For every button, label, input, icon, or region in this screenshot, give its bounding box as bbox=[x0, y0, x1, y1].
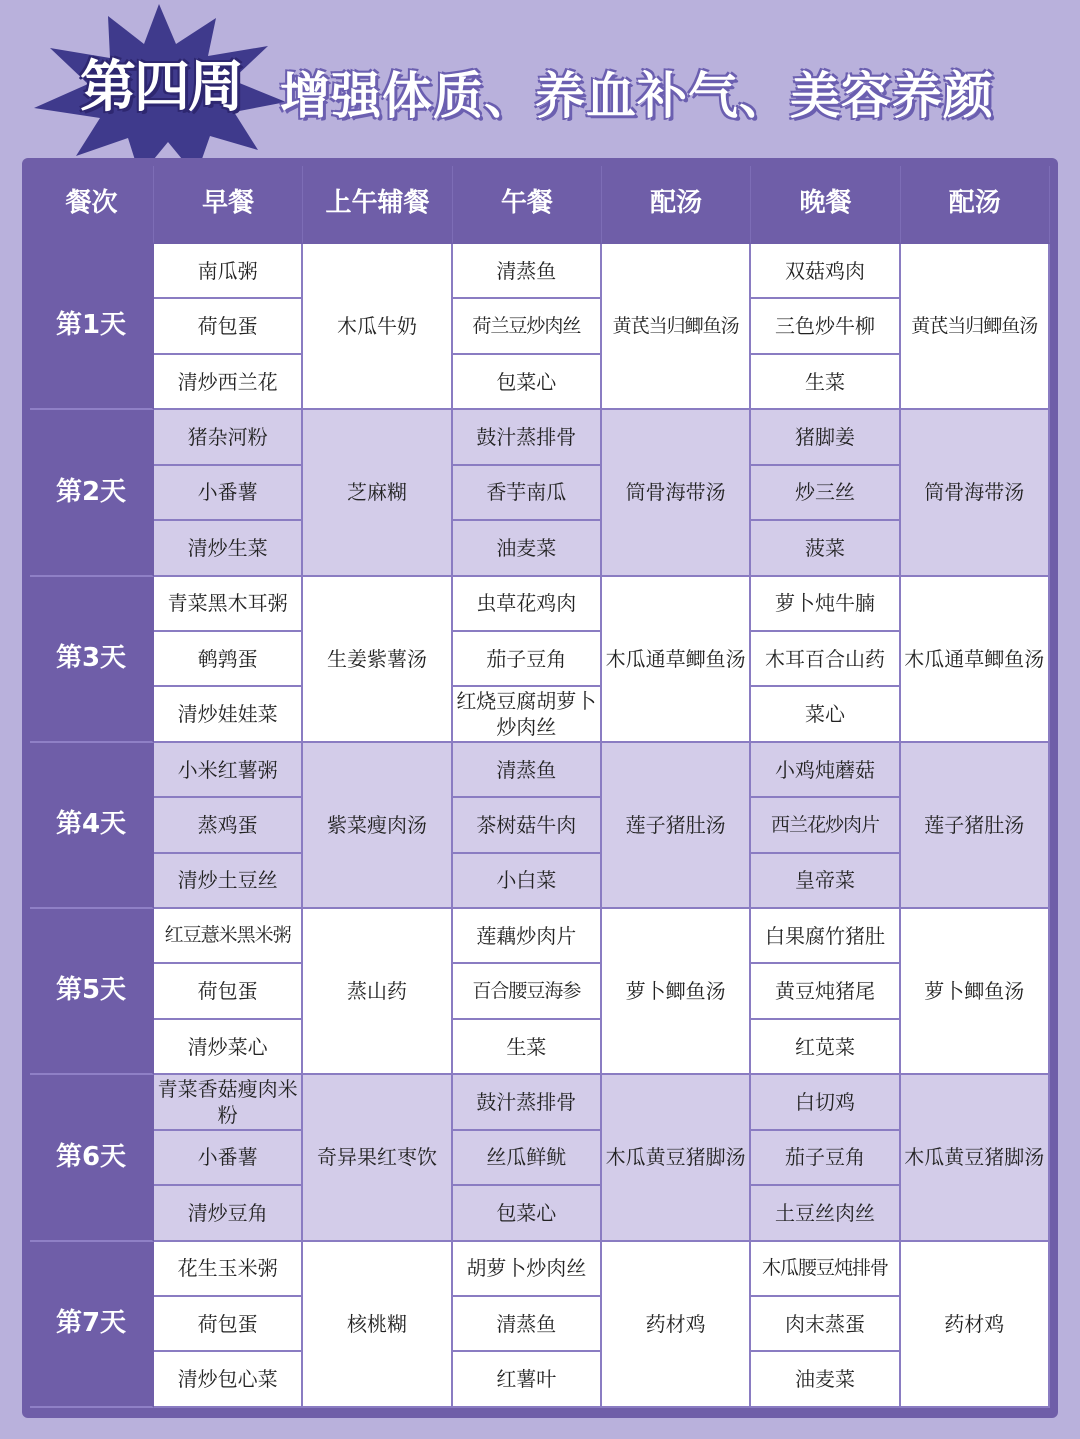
breakfast-item: 花生玉米粥 bbox=[154, 1242, 303, 1297]
lunch-item: 清蒸鱼 bbox=[453, 1297, 602, 1352]
breakfast-item: 红豆薏米黑米粥 bbox=[154, 909, 303, 964]
lunch-item: 香芋南瓜 bbox=[453, 466, 602, 521]
breakfast-item: 清炒西兰花 bbox=[154, 355, 303, 410]
lunch-item: 胡萝卜炒肉丝 bbox=[453, 1242, 602, 1297]
meal-plan-table bbox=[30, 166, 1050, 1410]
dinner-item: 双菇鸡肉 bbox=[751, 244, 900, 299]
breakfast-item: 小番薯 bbox=[154, 1131, 303, 1186]
day-label: 第5天 bbox=[30, 909, 154, 1075]
morning-snack-item: 木瓜牛奶 bbox=[303, 244, 452, 410]
dinner-item: 白果腐竹猪肚 bbox=[751, 909, 900, 964]
breakfast-item: 清炒土豆丝 bbox=[154, 854, 303, 909]
lunch-item: 虫草花鸡肉 bbox=[453, 577, 602, 632]
breakfast-item: 鹌鹑蛋 bbox=[154, 632, 303, 687]
dinner-item: 油麦菜 bbox=[751, 1352, 900, 1407]
day-label: 第6天 bbox=[30, 1075, 154, 1241]
header-breakfast: 早餐 bbox=[154, 166, 303, 244]
lunch-item: 清蒸鱼 bbox=[453, 743, 602, 798]
dinner-soup-item: 木瓜通草鲫鱼汤 bbox=[901, 577, 1050, 743]
breakfast-item: 南瓜粥 bbox=[154, 244, 303, 299]
lunch-item: 茶树菇牛肉 bbox=[453, 798, 602, 853]
dinner-item: 西兰花炒肉片 bbox=[751, 798, 900, 853]
breakfast-item: 小米红薯粥 bbox=[154, 743, 303, 798]
morning-snack-item: 蒸山药 bbox=[303, 909, 452, 1075]
morning-snack-item: 核桃糊 bbox=[303, 1242, 452, 1408]
dinner-soup-item: 莲子猪肚汤 bbox=[901, 743, 1050, 909]
lunch-soup-item: 木瓜通草鲫鱼汤 bbox=[602, 577, 751, 743]
lunch-item: 清蒸鱼 bbox=[453, 244, 602, 299]
dinner-item: 萝卜炖牛腩 bbox=[751, 577, 900, 632]
header-dinner: 晚餐 bbox=[751, 166, 900, 244]
breakfast-item: 清炒生菜 bbox=[154, 521, 303, 576]
header-lunch: 午餐 bbox=[453, 166, 602, 244]
lunch-item: 包菜心 bbox=[453, 355, 602, 410]
dinner-item: 木瓜腰豆炖排骨 bbox=[751, 1242, 900, 1297]
page-title: 增强体质、养血补气、美容养颜 bbox=[280, 67, 994, 125]
day-label: 第4天 bbox=[30, 743, 154, 909]
lunch-item: 生菜 bbox=[453, 1020, 602, 1075]
dinner-item: 茄子豆角 bbox=[751, 1131, 900, 1186]
lunch-soup-item: 萝卜鲫鱼汤 bbox=[602, 909, 751, 1075]
morning-snack-item: 生姜紫薯汤 bbox=[303, 577, 452, 743]
header-morning-snack: 上午辅餐 bbox=[303, 166, 452, 244]
dinner-soup-item: 木瓜黄豆猪脚汤 bbox=[901, 1075, 1050, 1241]
dinner-item: 小鸡炖蘑菇 bbox=[751, 743, 900, 798]
dinner-item: 三色炒牛柳 bbox=[751, 299, 900, 354]
day-label: 第3天 bbox=[30, 577, 154, 743]
dinner-item: 皇帝菜 bbox=[751, 854, 900, 909]
breakfast-item: 蒸鸡蛋 bbox=[154, 798, 303, 853]
dinner-item: 菠菜 bbox=[751, 521, 900, 576]
dinner-soup-item: 萝卜鲫鱼汤 bbox=[901, 909, 1050, 1075]
lunch-item: 荷兰豆炒肉丝 bbox=[453, 299, 602, 354]
lunch-item: 红烧豆腐胡萝卜炒肉丝 bbox=[453, 687, 602, 742]
lunch-item: 油麦菜 bbox=[453, 521, 602, 576]
header-lunch-soup: 配汤 bbox=[602, 166, 751, 244]
breakfast-item: 小番薯 bbox=[154, 466, 303, 521]
lunch-item: 鼓汁蒸排骨 bbox=[453, 1075, 602, 1130]
dinner-item: 土豆丝肉丝 bbox=[751, 1186, 900, 1241]
breakfast-item: 清炒菜心 bbox=[154, 1020, 303, 1075]
page-header bbox=[0, 0, 1080, 160]
breakfast-item: 清炒娃娃菜 bbox=[154, 687, 303, 742]
header-meal: 餐次 bbox=[30, 166, 154, 244]
dinner-soup-item: 药材鸡 bbox=[901, 1242, 1050, 1408]
lunch-soup-item: 木瓜黄豆猪脚汤 bbox=[602, 1075, 751, 1241]
dinner-item: 肉末蒸蛋 bbox=[751, 1297, 900, 1352]
breakfast-item: 荷包蛋 bbox=[154, 1297, 303, 1352]
lunch-item: 丝瓜鲜鱿 bbox=[453, 1131, 602, 1186]
day-label: 第1天 bbox=[30, 244, 154, 410]
dinner-soup-item: 黄芪当归鲫鱼汤 bbox=[901, 244, 1050, 410]
breakfast-item: 清炒包心菜 bbox=[154, 1352, 303, 1407]
lunch-item: 莲藕炒肉片 bbox=[453, 909, 602, 964]
breakfast-item: 荷包蛋 bbox=[154, 964, 303, 1019]
day-label: 第7天 bbox=[30, 1242, 154, 1408]
lunch-item: 茄子豆角 bbox=[453, 632, 602, 687]
dinner-item: 白切鸡 bbox=[751, 1075, 900, 1130]
dinner-item: 菜心 bbox=[751, 687, 900, 742]
lunch-item: 小白菜 bbox=[453, 854, 602, 909]
dinner-item: 生菜 bbox=[751, 355, 900, 410]
lunch-soup-item: 莲子猪肚汤 bbox=[602, 743, 751, 909]
lunch-soup-item: 筒骨海带汤 bbox=[602, 410, 751, 576]
dinner-item: 红苋菜 bbox=[751, 1020, 900, 1075]
morning-snack-item: 紫菜瘦肉汤 bbox=[303, 743, 452, 909]
breakfast-item: 青菜黑木耳粥 bbox=[154, 577, 303, 632]
lunch-soup-item: 药材鸡 bbox=[602, 1242, 751, 1408]
dinner-item: 猪脚姜 bbox=[751, 410, 900, 465]
breakfast-item: 青菜香菇瘦肉米粉 bbox=[154, 1075, 303, 1130]
breakfast-item: 清炒豆角 bbox=[154, 1186, 303, 1241]
lunch-item: 百合腰豆海参 bbox=[453, 964, 602, 1019]
dinner-soup-item: 筒骨海带汤 bbox=[901, 410, 1050, 576]
lunch-soup-item: 黄芪当归鲫鱼汤 bbox=[602, 244, 751, 410]
morning-snack-item: 奇异果红枣饮 bbox=[303, 1075, 452, 1241]
lunch-item: 红薯叶 bbox=[453, 1352, 602, 1407]
morning-snack-item: 芝麻糊 bbox=[303, 410, 452, 576]
dinner-item: 黄豆炖猪尾 bbox=[751, 964, 900, 1019]
week-badge: 第四周 bbox=[80, 55, 242, 120]
day-label: 第2天 bbox=[30, 410, 154, 576]
breakfast-item: 荷包蛋 bbox=[154, 299, 303, 354]
lunch-item: 鼓汁蒸排骨 bbox=[453, 410, 602, 465]
header-dinner-soup: 配汤 bbox=[901, 166, 1050, 244]
dinner-item: 炒三丝 bbox=[751, 466, 900, 521]
lunch-item: 包菜心 bbox=[453, 1186, 602, 1241]
breakfast-item: 猪杂河粉 bbox=[154, 410, 303, 465]
dinner-item: 木耳百合山药 bbox=[751, 632, 900, 687]
